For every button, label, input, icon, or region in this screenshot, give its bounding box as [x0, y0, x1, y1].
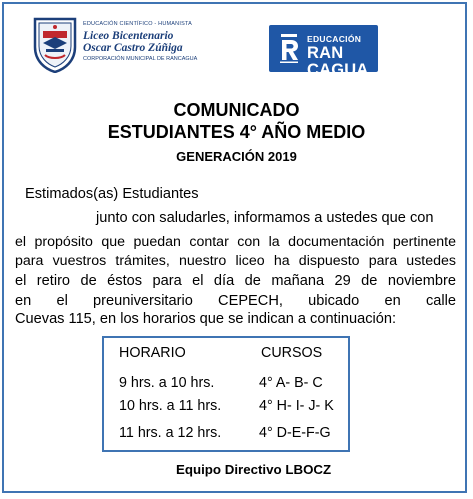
greeting: Estimados(as) Estudiantes [25, 186, 199, 202]
body-line-1: junto con saludarles, informamos a ustedes que con [96, 210, 434, 226]
educacion-label: EDUCACIÓN [307, 34, 362, 44]
rancagua-r-icon [278, 34, 300, 64]
title-comunicado: COMUNICADO [173, 100, 300, 120]
title-generacion: GENERACIÓN 2019 [176, 149, 297, 164]
educacion-rancagua-logo [269, 25, 378, 79]
schedule-header-cursos: CURSOS [261, 345, 323, 361]
body-line-2: el propósito que puedan contar con la documentación pertinente [15, 234, 456, 250]
body-line-6: Cuevas 115, en los horarios que se indican a continuación: [15, 311, 397, 327]
signature: Equipo Directivo LBOCZ [176, 462, 332, 477]
schedule-box [102, 336, 350, 452]
schedule-row-3-cursos: 4° D-E-F-G [259, 425, 331, 441]
school-text-block [83, 21, 243, 62]
body-line-3: para vuestros trámites, nuestro liceo ha dispuesto para ustedes [15, 253, 456, 269]
school-kicker: EDUCACIÓN CIENTÍFICO - HUMANISTA [83, 21, 192, 27]
schedule-row-2-horario: 10 hrs. a 11 hrs. [119, 398, 222, 414]
school-corporation: CORPORACIÓN MUNICIPAL DE RANCAGUA [83, 56, 198, 62]
body-line-5: en el preuniversitario CEPECH, ubicado en calle [15, 293, 456, 309]
schedule-row-1-cursos: 4° A- B- C [259, 375, 323, 391]
schedule-header-horario: HORARIO [119, 345, 186, 361]
title-estudiantes: ESTUDIANTES 4° AÑO MEDIO [107, 122, 366, 142]
rancagua-label-part2: CAGUA [307, 61, 369, 79]
rancagua-label-part1: RAN [307, 44, 344, 62]
school-name-line1: Liceo Bicentenario [83, 30, 174, 42]
schedule-row-1-horario: 9 hrs. a 10 hrs. [119, 375, 215, 391]
school-shield-icon [33, 17, 77, 73]
schedule-row-2-cursos: 4° H- I- J- K [259, 398, 334, 414]
rancagua-label [307, 45, 369, 79]
schedule-row-3-horario: 11 hrs. a 12 hrs. [119, 425, 222, 441]
body-line-4: el retiro de éstos para el día de mañana 29 de noviembre [15, 273, 456, 289]
school-name-line2: Oscar Castro Zúñiga [83, 42, 183, 54]
school-logo [33, 17, 213, 79]
